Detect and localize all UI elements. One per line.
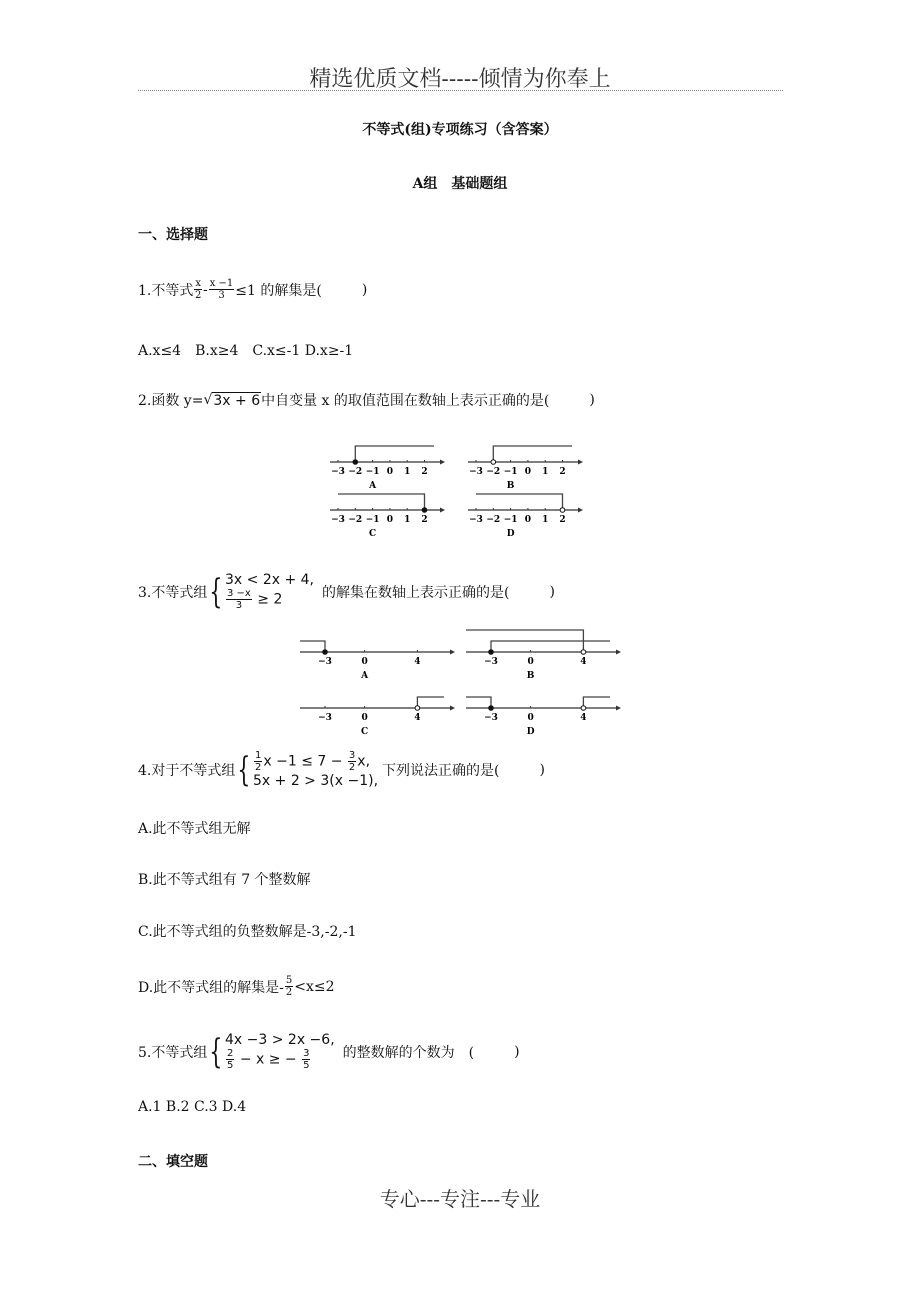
fraction — [209, 278, 235, 301]
solution-range-line — [491, 641, 610, 652]
minus: - — [203, 281, 208, 298]
tick-label: −3 — [331, 515, 345, 525]
inequality-system: { $\frac{1}{2}$ x −1 ≤ 7 − $\frac{3}{2}$ x, 5x + 2 > 3(x −1), — [237, 749, 379, 790]
tick-label: 2 — [559, 467, 566, 477]
system-row — [225, 1048, 335, 1071]
q3-text: 的解集在数轴上表示正确的是( — [322, 584, 510, 601]
fraction — [194, 278, 202, 301]
numerator: 3 −x — [227, 588, 251, 599]
tick-label: 2 — [421, 467, 428, 477]
option-text: D.此不等式组的解集是- — [138, 979, 284, 996]
closed-endpoint — [323, 650, 328, 655]
denominator: 3 — [235, 600, 243, 611]
page-footer: 专心---专注---专业 — [379, 1187, 541, 1211]
number-line-figure — [328, 442, 446, 494]
tick-label: 4 — [580, 657, 587, 667]
paren-close: ) — [514, 1043, 520, 1060]
solution-range-line — [355, 446, 434, 462]
figure-letter: A — [369, 481, 377, 491]
tick-label: −1 — [503, 515, 518, 525]
numerator: 5 — [285, 975, 293, 986]
solution-range-line — [466, 697, 491, 708]
tick-label: −3 — [484, 713, 498, 723]
q1-text: 1.不等式 — [138, 282, 194, 299]
paren-close: ) — [549, 583, 555, 600]
axis-arrow — [440, 460, 445, 465]
tick-label: 4 — [414, 657, 421, 667]
q4-option-a: A.此不等式组无解 — [138, 821, 251, 837]
axis-arrow — [578, 508, 583, 513]
solution-range-line — [417, 697, 444, 708]
q4-option-b: B.此不等式组有 7 个整数解 — [138, 872, 311, 888]
number-line-figure — [298, 628, 456, 680]
solution-range-line — [493, 446, 572, 462]
q5-text: 的整数解的个数为 ( — [342, 1044, 475, 1061]
open-endpoint — [581, 706, 586, 711]
inequality-system: { 3x < 2x + 4, $\frac{3 -x}{3}$ ≥ 2 — [209, 571, 315, 612]
tick-label: −2 — [348, 467, 363, 477]
q4-text: 4.对于不等式组 — [138, 762, 236, 779]
question-2 — [138, 390, 595, 410]
figure-letter: C — [361, 727, 369, 736]
system-row: 5x + 2 > 3(x −1), — [253, 773, 379, 789]
tick-label: 0 — [524, 515, 532, 525]
row-text: x −1 ≤ 7 − — [263, 753, 343, 770]
tick-label: 0 — [386, 467, 394, 477]
tick-label: 0 — [361, 713, 368, 723]
denominator: 2 — [255, 762, 262, 773]
system-row: 3x < 2x + 4, — [225, 572, 315, 588]
solution-range-line — [476, 494, 563, 510]
paren-close: ) — [361, 281, 368, 298]
question-3 — [138, 572, 555, 611]
option-text: <x≤2 — [294, 978, 335, 995]
system-row — [253, 750, 378, 773]
tick-label: −1 — [365, 467, 380, 477]
q2-text: 2.函数 y= — [138, 393, 204, 409]
q5-options: A.1 B.2 C.3 D.4 — [138, 1099, 247, 1115]
figure-letter: D — [526, 727, 535, 736]
tick-label: 2 — [421, 515, 428, 525]
numerator: x −1 — [209, 278, 234, 289]
row-text: ≥ 2 — [257, 591, 283, 608]
axis-arrow — [450, 706, 455, 711]
tick-label: 0 — [527, 657, 534, 667]
open-endpoint — [581, 650, 586, 655]
tick-label: −1 — [365, 515, 380, 525]
open-endpoint — [560, 508, 565, 513]
number-line-figure — [464, 684, 622, 736]
tick-label: 4 — [580, 713, 587, 723]
tick-label: 1 — [542, 467, 549, 477]
axis-arrow — [440, 508, 445, 513]
solution-range-line — [300, 641, 325, 652]
header-divider — [138, 90, 783, 91]
denominator: 2 — [194, 290, 202, 301]
q1-options: A.x≤4 B.x≥4 C.x≤-1 D.x≥-1 — [138, 343, 354, 359]
tick-label: 0 — [527, 713, 534, 723]
numerator: 1 — [255, 750, 262, 761]
closed-endpoint — [353, 460, 358, 465]
sqrt-sign: √ — [203, 392, 213, 408]
denominator: 5 — [227, 1060, 234, 1071]
tick-label: 4 — [414, 713, 421, 723]
question-1 — [138, 278, 367, 301]
tick-label: −2 — [486, 515, 501, 525]
q4-option-d — [138, 975, 335, 998]
denominator: 2 — [348, 762, 356, 773]
radicand: 3x + 6 — [213, 392, 261, 409]
tick-label: −3 — [469, 515, 483, 525]
number-line-figure — [328, 490, 446, 542]
q2-text: 中自变量 x 的取值范围在数轴上表示正确的是( — [261, 393, 550, 409]
tick-label: −3 — [331, 467, 345, 477]
tick-label: −2 — [486, 467, 501, 477]
system-row — [225, 588, 314, 611]
section-fill-heading: 二、填空题 — [138, 1154, 208, 1170]
figure-letter: B — [526, 671, 535, 680]
number-line-figure — [466, 442, 584, 494]
closed-endpoint — [489, 706, 494, 711]
tick-label: 0 — [524, 467, 532, 477]
tick-label: −3 — [318, 713, 332, 723]
figure-letter: D — [506, 529, 515, 539]
numerator: 2 — [227, 1048, 234, 1059]
paren-close: ) — [539, 761, 545, 778]
tick-label: −1 — [503, 467, 518, 477]
figure-letter: A — [361, 671, 369, 680]
tick-label: −2 — [348, 515, 363, 525]
tick-label: 2 — [559, 515, 566, 525]
row-text: − x ≥ − — [239, 1051, 297, 1068]
denominator: 5 — [303, 1060, 310, 1071]
question-4 — [138, 750, 545, 789]
numerator: 3 — [348, 750, 356, 761]
solution-range-line — [583, 697, 610, 708]
open-endpoint — [491, 460, 496, 465]
page-header: 精选优质文档-----倾情为你奉上 — [309, 67, 611, 92]
tick-label: −3 — [484, 657, 498, 667]
q4-option-c: C.此不等式组的负整数解是-3,-2,-1 — [138, 924, 357, 940]
q5-text: 5.不等式组 — [138, 1044, 208, 1061]
denominator: 2 — [285, 987, 293, 998]
tick-label: −3 — [469, 467, 483, 477]
q1-text: ≤1 的解集是( — [235, 282, 322, 299]
q3-text: 3.不等式组 — [138, 584, 208, 601]
document-title: 不等式(组)专项练习（含答案） — [362, 122, 558, 138]
open-endpoint — [415, 706, 420, 711]
number-line-figure — [466, 490, 584, 542]
solution-range-line — [338, 494, 425, 510]
tick-label: −3 — [318, 657, 332, 667]
number-line-figure — [298, 684, 456, 736]
axis-arrow — [578, 460, 583, 465]
tick-label: 0 — [386, 515, 394, 525]
axis-arrow — [616, 706, 621, 711]
axis-arrow — [616, 650, 621, 655]
tick-label: 1 — [542, 515, 549, 525]
figure-letter: C — [369, 529, 377, 539]
question-5 — [138, 1032, 520, 1071]
tick-label: 1 — [404, 515, 411, 525]
numerator: x — [195, 278, 201, 289]
q4-text: 下列说法正确的是( — [382, 762, 500, 779]
numerator: 3 — [303, 1048, 310, 1059]
paren-close: ) — [589, 392, 595, 408]
number-line-figure — [464, 628, 622, 680]
system-row: 4x −3 > 2x −6, — [225, 1032, 335, 1048]
group-heading: A组 基础题组 — [412, 176, 508, 192]
denominator: 3 — [218, 290, 225, 301]
row-text: x, — [357, 753, 371, 770]
figure-letter: B — [506, 481, 515, 491]
inequality-system: { 4x −3 > 2x −6, $\frac{2}{5}$ − x ≥ − $\frac{3}{5}$ — [209, 1031, 335, 1072]
section-choice-heading: 一、选择题 — [138, 227, 208, 243]
axis-arrow — [450, 650, 455, 655]
closed-endpoint — [489, 650, 494, 655]
closed-endpoint — [422, 508, 427, 513]
tick-label: 1 — [404, 467, 411, 477]
tick-label: 0 — [361, 657, 368, 667]
